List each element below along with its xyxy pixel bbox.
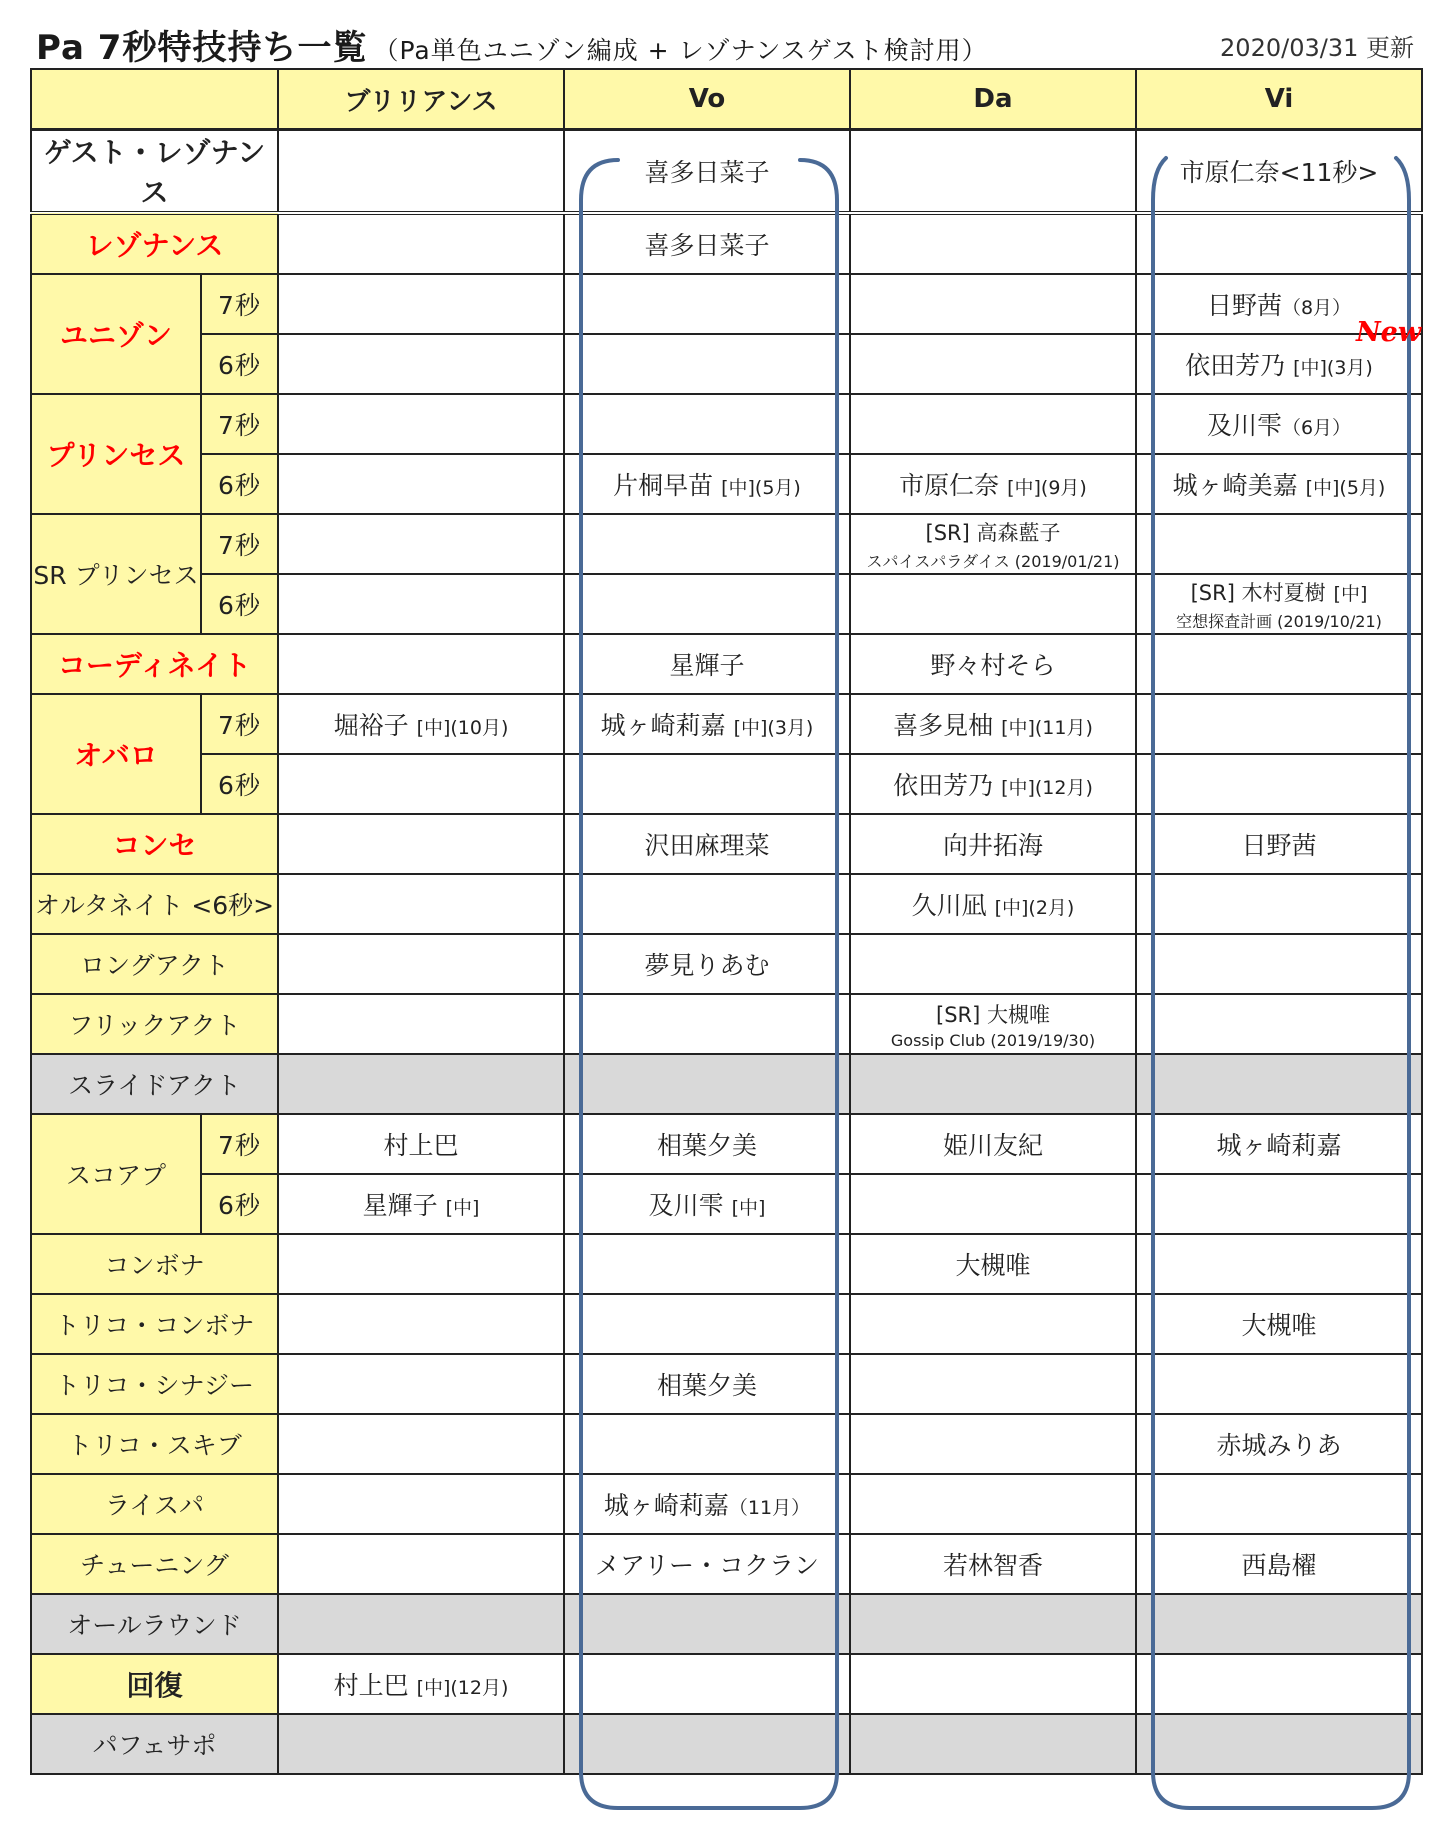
name-text: 日野茜 [1206,291,1282,320]
sec-score-up-7: 7秒 [201,1114,278,1174]
cell-ar-vi [1136,1594,1422,1654]
row-princess-6 [31,454,1422,514]
tag-text: [中] [1333,582,1368,605]
cell-unison7-vo [564,274,850,334]
name-text: 及川雫 [648,1191,724,1220]
label-perfect-support: パフェサポ [31,1714,278,1774]
sec-unison-7: 7秒 [201,274,278,334]
cell-ar-da [850,1594,1136,1654]
row-coordinate [31,634,1422,694]
cell-alt-br [278,874,564,934]
name-text: 星輝子 [362,1191,438,1220]
cell-tn-da: 若林智香 [850,1534,1136,1594]
cell-flick-vo [564,994,850,1054]
cell-tsk-br [278,1414,564,1474]
label-flick-act: フリックアクト [31,994,278,1054]
tag-text: [中] [731,1197,766,1219]
row-slide-act [31,1054,1422,1114]
sec-princess-7: 7秒 [201,394,278,454]
cell-tsk-da [850,1414,1136,1474]
cell-unison6-vo [564,334,850,394]
cell-su6-vi [1136,1174,1422,1234]
cell-guest-da [850,130,1136,214]
row-sr-princess-6 [31,574,1422,634]
name-text: 堀裕子 [333,711,409,740]
page-title [36,20,988,69]
tag-text: [中](5月) [1305,477,1386,499]
name-text: [SR] 木村夏樹 [1190,580,1326,605]
cell-su7-vo: 相葉夕美 [564,1114,850,1174]
row-flick-act [31,994,1422,1054]
row-all-round [31,1594,1422,1654]
cell-ol6-vi [1136,754,1422,814]
cell-srp7-vo [564,514,850,574]
cell-ol6-da [850,754,1136,814]
sec-overload-6: 6秒 [201,754,278,814]
name-text: [SR] 高森藍子 [925,520,1061,545]
tag-text: （6月） [1281,417,1352,439]
cell-guest-vi: 市原仁奈<11秒> [1136,130,1422,214]
cell-conc-da: 向井拓海 [850,814,1136,874]
cell-ls-vo [564,1474,850,1534]
label-princess: プリンセス [31,394,201,514]
cell-resonance-br [278,213,564,274]
cell-ar-br [278,1594,564,1654]
cell-long-da [850,934,1136,994]
cell-long-br [278,934,564,994]
name-text: 城ヶ崎美嘉 [1172,471,1298,500]
label-tricolor-combona: トリコ・コンボナ [31,1294,278,1354]
cell-rc-da [850,1654,1136,1714]
cell-coord-br [278,634,564,694]
cell-ol6-vo [564,754,850,814]
label-recovery: 回復 [31,1654,278,1714]
name-text: 依田芳乃 [1185,351,1286,380]
cell-unison7-br [278,274,564,334]
cell-ol7-da [850,694,1136,754]
cell-conc-br [278,814,564,874]
cell-flick-vi [1136,994,1422,1054]
sub-text: 空想探査計画 (2019/10/21) [1176,611,1382,631]
cell-coord-vi [1136,634,1422,694]
cell-princess7-br [278,394,564,454]
name-text: 久川凪 [911,891,987,920]
cell-tsy-vi [1136,1354,1422,1414]
cell-unison7-da [850,274,1136,334]
label-score-up: スコアプ [31,1114,201,1234]
cell-resonance-vo: 喜多日菜子 [564,213,850,274]
label-alternate: オルタネイト <6秒> [31,874,278,934]
label-long-act: ロングアクト [31,934,278,994]
name-text: 依田芳乃 [893,771,994,800]
row-long-act [31,934,1422,994]
cell-tn-vi: 西島櫂 [1136,1534,1422,1594]
cell-princess7-vo [564,394,850,454]
cell-su7-da: 姫川友紀 [850,1114,1136,1174]
cell-guest-br [278,130,564,214]
sub-text: スパイスパラダイス (2019/01/21) [866,551,1120,571]
cell-ol7-br [278,694,564,754]
cell-alt-da [850,874,1136,934]
cell-srp6-br [278,574,564,634]
tag-text: [中](3月) [1293,357,1373,379]
cell-cb-vo [564,1234,850,1294]
cell-resonance-da [850,213,1136,274]
cell-resonance-vi [1136,213,1422,274]
label-all-round: オールラウンド [31,1594,278,1654]
title-bar [30,16,1420,66]
sec-unison-6: 6秒 [201,334,278,394]
cell-srp7-vi [1136,514,1422,574]
cell-tsk-vi: 赤城みりあ [1136,1414,1422,1474]
tag-text: [中] [445,1197,480,1219]
cell-ol7-vo [564,694,850,754]
cell-tcb-vi: 大槻唯 [1136,1294,1422,1354]
cell-rc-vo [564,1654,850,1714]
sub-text: Gossip Club (2019/19/30) [890,1030,1096,1050]
row-recovery [31,1654,1422,1714]
cell-guest-vo: 喜多日菜子 [564,130,850,214]
cell-princess6-vi [1136,454,1422,514]
cell-slide-vo [564,1054,850,1114]
cell-tsk-vo [564,1414,850,1474]
cell-ls-da [850,1474,1136,1534]
header-brilliance: ブリリアンス [278,69,564,130]
row-tricolor-synergy [31,1354,1422,1414]
cell-conc-vi: 日野茜 [1136,814,1422,874]
label-tricolor-synergy: トリコ・シナジー [31,1354,278,1414]
sec-overload-7: 7秒 [201,694,278,754]
row-unison-7 [31,274,1422,334]
cell-flick-da [850,994,1136,1054]
cell-princess6-da [850,454,1136,514]
cell-srp6-vo [564,574,850,634]
cell-ol7-vi [1136,694,1422,754]
header-row [31,69,1422,130]
cell-su6-br [278,1174,564,1234]
cell-unison6-br [278,334,564,394]
cell-tcb-br [278,1294,564,1354]
cell-srp7-br [278,514,564,574]
name-text: 市原仁奈 [899,471,1000,500]
cell-slide-da [850,1054,1136,1114]
cell-cb-br [278,1234,564,1294]
tag-text: （11月） [728,1497,811,1519]
name-text: 及川雫 [1206,411,1282,440]
label-slide-act: スライドアクト [31,1054,278,1114]
cell-tsy-vo: 相葉夕美 [564,1354,850,1414]
tag-text: [中](9月) [1007,477,1087,499]
label-coordinate: コーディネイト [31,634,278,694]
label-sr-princess: SR プリンセス [31,514,201,634]
row-alternate [31,874,1422,934]
cell-tsy-br [278,1354,564,1414]
cell-su7-br: 村上巴 [278,1114,564,1174]
sec-sr-princess-7: 7秒 [201,514,278,574]
cell-ol6-br [278,754,564,814]
label-tuning: チューニング [31,1534,278,1594]
tag-text: （8月） [1281,297,1352,319]
cell-conc-vo: 沢田麻理菜 [564,814,850,874]
row-tricolor-combona [31,1294,1422,1354]
cell-long-vo: 夢見りあむ [564,934,850,994]
tag-text: [中](10月) [416,717,509,739]
row-overload-7 [31,694,1422,754]
row-resonance [31,213,1422,274]
title-main-text: Pa 7秒特技持ち一覧 [36,28,368,68]
cell-flick-br [278,994,564,1054]
name-text: [SR] 大槻唯 [936,1002,1050,1027]
row-overload-6 [31,754,1422,814]
cell-tcb-da [850,1294,1136,1354]
tag-text: [中](2月) [994,897,1075,919]
cell-slide-vi [1136,1054,1422,1114]
row-life-spa [31,1474,1422,1534]
row-tricolor-skip [31,1414,1422,1474]
name-text: 城ヶ崎莉嘉 [603,1491,729,1520]
cell-ls-br [278,1474,564,1534]
label-tricolor-skip: トリコ・スキブ [31,1414,278,1474]
cell-srp6-da [850,574,1136,634]
header-da: Da [850,69,1136,130]
cell-ps-vo [564,1714,850,1774]
cell-princess6-br [278,454,564,514]
row-unison-6 [31,334,1422,394]
cell-princess6-vo [564,454,850,514]
title-subtitle: （Pa単色ユニゾン編成 + レゾナンスゲスト検討用） [373,36,988,65]
label-overload: オバロ [31,694,201,814]
cell-rc-br [278,1654,564,1714]
cell-cb-da: 大槻唯 [850,1234,1136,1294]
cell-tn-br [278,1534,564,1594]
tag-text: [中](11月) [1001,717,1093,739]
cell-slide-br [278,1054,564,1114]
cell-princess7-vi [1136,394,1422,454]
row-combona [31,1234,1422,1294]
header-vi: Vi [1136,69,1422,130]
sec-princess-6: 6秒 [201,454,278,514]
label-concentration: コンセ [31,814,278,874]
cell-tcb-vo [564,1294,850,1354]
tag-text: [中](3月) [733,717,814,739]
cell-tn-vo: メアリー・コクラン [564,1534,850,1594]
row-score-up-6 [31,1174,1422,1234]
header-corner [31,69,278,130]
cell-cb-vi [1136,1234,1422,1294]
cell-rc-vi [1136,1654,1422,1714]
name-text: 村上巴 [333,1671,409,1700]
name-text: 喜多見柚 [893,711,994,740]
label-combona: コンボナ [31,1234,278,1294]
cell-coord-vo: 星輝子 [564,634,850,694]
row-guest-resonance [31,130,1422,214]
sec-sr-princess-6: 6秒 [201,574,278,634]
cell-princess7-da [850,394,1136,454]
name-text: 片桐早苗 [613,471,714,500]
skill-table [30,68,1423,1775]
cell-unison6-da [850,334,1136,394]
label-life-spa: ライスパ [31,1474,278,1534]
cell-alt-vo [564,874,850,934]
tag-text: [中](12月) [1001,777,1093,799]
cell-long-vi [1136,934,1422,994]
cell-ps-da [850,1714,1136,1774]
new-badge: New [1356,317,1422,348]
cell-srp6-vi [1136,574,1422,634]
header-vo: Vo [564,69,850,130]
label-unison: ユニゾン [31,274,201,394]
tag-text: [中](5月) [721,477,801,499]
cell-ls-vi [1136,1474,1422,1534]
name-text: 城ヶ崎莉嘉 [600,711,726,740]
cell-su7-vi: 城ヶ崎莉嘉 [1136,1114,1422,1174]
cell-ps-br [278,1714,564,1774]
sec-score-up-6: 6秒 [201,1174,278,1234]
cell-su6-vo [564,1174,850,1234]
row-perfect-support [31,1714,1422,1774]
row-princess-7 [31,394,1422,454]
cell-ps-vi [1136,1714,1422,1774]
cell-tsy-da [850,1354,1136,1414]
row-concentration [31,814,1422,874]
cell-ar-vo [564,1594,850,1654]
row-sr-princess-7 [31,514,1422,574]
label-guest-resonance: ゲスト・レゾナンス [31,130,278,214]
label-resonance: レゾナンス [31,213,278,274]
updated-date: 2020/03/31 更新 [1220,34,1414,62]
cell-alt-vi [1136,874,1422,934]
tag-text: [中](12月) [416,1677,509,1699]
cell-srp7-da [850,514,1136,574]
cell-coord-da: 野々村そら [850,634,1136,694]
cell-su6-da [850,1174,1136,1234]
row-score-up-7 [31,1114,1422,1174]
row-tuning [31,1534,1422,1594]
